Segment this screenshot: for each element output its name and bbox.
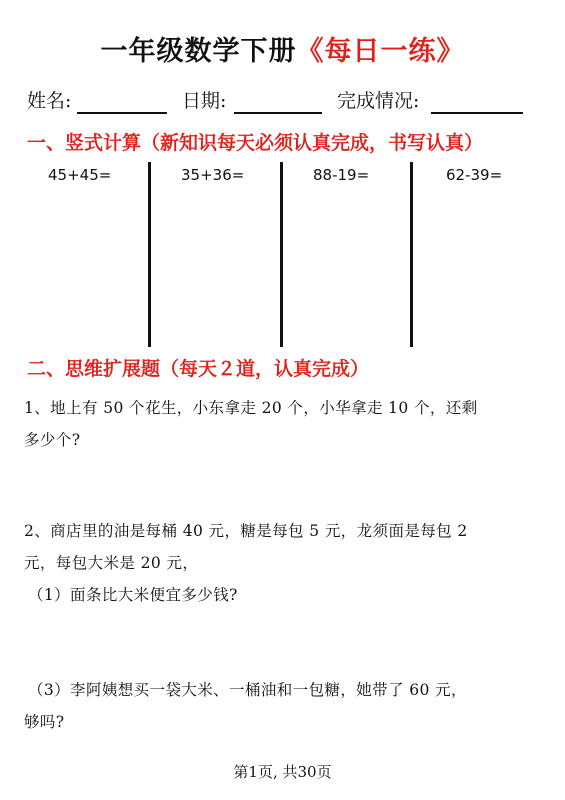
question-1-line-1: 1、地上有 50 个花生，小东拿走 20 个，小华拿走 10 个，还剩 bbox=[24, 399, 478, 417]
name-label: 姓名: bbox=[27, 90, 72, 112]
date-blank[interactable] bbox=[234, 112, 322, 114]
column-divider-1 bbox=[148, 162, 151, 347]
question-2-line-1: 2、商店里的油是每桶 40 元，糖是每包 5 元，龙须面是每包 2 bbox=[24, 522, 468, 540]
question-2-sub-3-line-1: （3）李阿姨想买一袋大米、一桶油和一包糖，她带了 60 元， bbox=[28, 681, 467, 699]
calc-problem-1: 45+45= bbox=[48, 166, 112, 184]
calc-problem-2: 35+36= bbox=[181, 166, 245, 184]
page-footer: 第1页, 共30页 bbox=[233, 763, 332, 781]
completion-status-field[interactable] bbox=[337, 86, 419, 116]
title-accent: 《每日一练》 bbox=[296, 36, 465, 67]
name-blank[interactable] bbox=[77, 112, 167, 114]
title-main: 一年级数学下册 bbox=[100, 36, 297, 67]
page-title bbox=[0, 32, 565, 72]
question-2 bbox=[24, 515, 544, 611]
section1-heading: 一、竖式计算（新知识每天必须认真完成，书写认真） bbox=[27, 132, 484, 154]
question-2-sub-1: （1）面条比大米便宜多少钱? bbox=[28, 586, 238, 604]
question-1-line-2: 多少个? bbox=[24, 431, 81, 449]
completion-status-label: 完成情况: bbox=[337, 90, 420, 112]
completion-status-blank[interactable] bbox=[431, 112, 523, 114]
vertical-calculation-grid bbox=[0, 162, 565, 352]
date-field[interactable] bbox=[182, 86, 226, 116]
date-label: 日期: bbox=[182, 90, 227, 112]
question-2-sub-3 bbox=[24, 674, 544, 738]
column-divider-3 bbox=[410, 162, 413, 347]
calc-problem-3: 88-19= bbox=[313, 166, 370, 184]
calc-problem-4: 62-39= bbox=[446, 166, 503, 184]
section2-heading: 二、思维扩展题（每天２道，认真完成） bbox=[27, 358, 370, 380]
question-1 bbox=[24, 392, 544, 456]
name-field[interactable] bbox=[27, 86, 71, 116]
question-2-line-2: 元，每包大米是 20 元， bbox=[24, 554, 199, 572]
question-2-sub-3-line-2: 够吗? bbox=[24, 713, 65, 731]
column-divider-2 bbox=[280, 162, 283, 347]
student-info-row bbox=[27, 86, 547, 118]
